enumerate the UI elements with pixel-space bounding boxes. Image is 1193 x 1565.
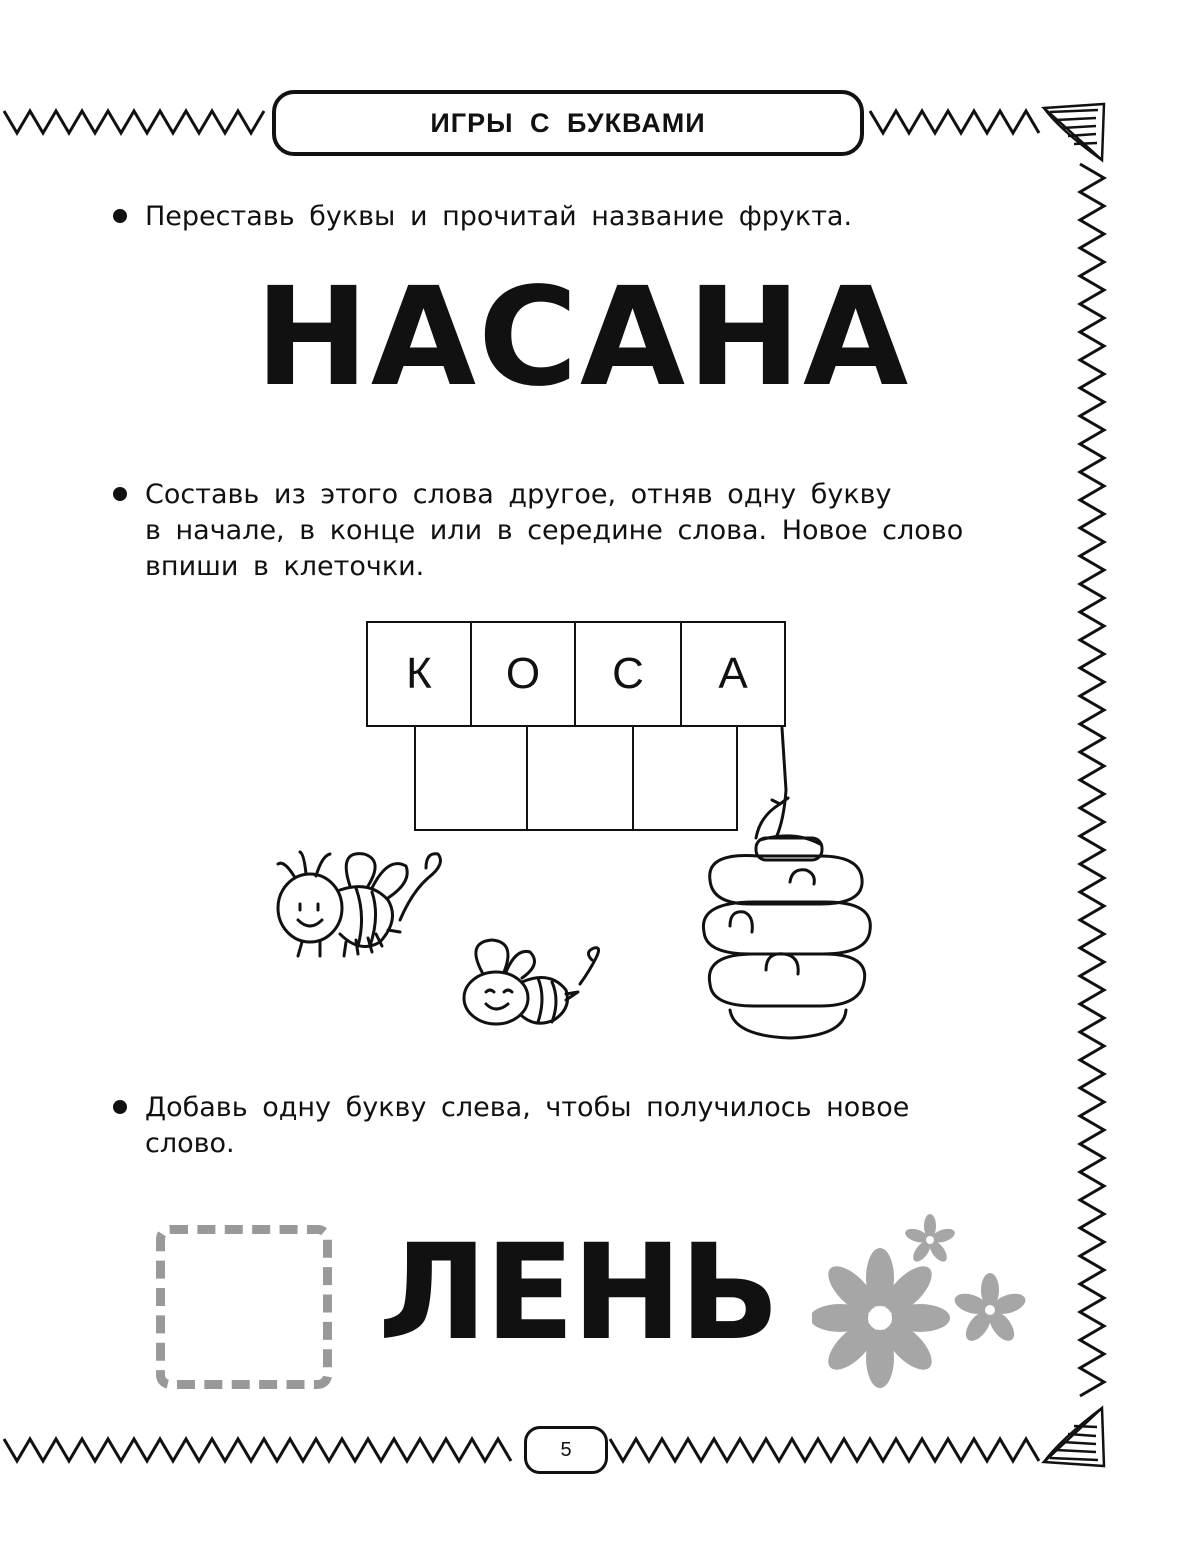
- beehive-icon: [703, 728, 870, 1038]
- corner-ornament-icon: [1044, 104, 1104, 160]
- page-title: ИГРЫ С БУКВАМИ: [272, 90, 864, 156]
- letter-input-box[interactable]: [156, 1225, 332, 1389]
- scrambled-word: НАСАНА: [255, 259, 911, 417]
- bullet: [113, 487, 127, 501]
- base-word: ЛЕНЬ: [378, 1216, 777, 1370]
- letter-cell: О: [470, 621, 576, 727]
- bullet: [113, 209, 127, 223]
- task3-line-1: Добавь одну букву слева, чтобы получилось новое: [145, 1092, 910, 1123]
- flower-icon: [903, 1214, 956, 1265]
- task2-line-1: Составь из этого слова другое, отняв одну букву: [145, 479, 892, 510]
- flowers-decoration: [812, 1210, 1032, 1400]
- bee-icon: [464, 940, 599, 1024]
- corner-ornament-icon: [1044, 1408, 1104, 1466]
- letter-cell: А: [680, 621, 786, 727]
- task3-line-2: слово.: [145, 1128, 235, 1159]
- flower-icon: [812, 1248, 950, 1388]
- bullet: [113, 1100, 127, 1114]
- page-number: 5: [524, 1426, 608, 1474]
- task2-line-2: в начале, в конце или в середине слова. Новое слово: [145, 515, 964, 546]
- letter-cell: С: [574, 621, 682, 727]
- task2-line-3: впиши в клеточки.: [145, 551, 425, 582]
- letter-cell: К: [366, 621, 472, 727]
- bee-icon: [278, 852, 440, 956]
- flower-icon: [952, 1273, 1028, 1345]
- task1-instruction: Переставь буквы и прочитай название фрукта.: [145, 201, 853, 232]
- bees-illustration: [260, 720, 880, 1050]
